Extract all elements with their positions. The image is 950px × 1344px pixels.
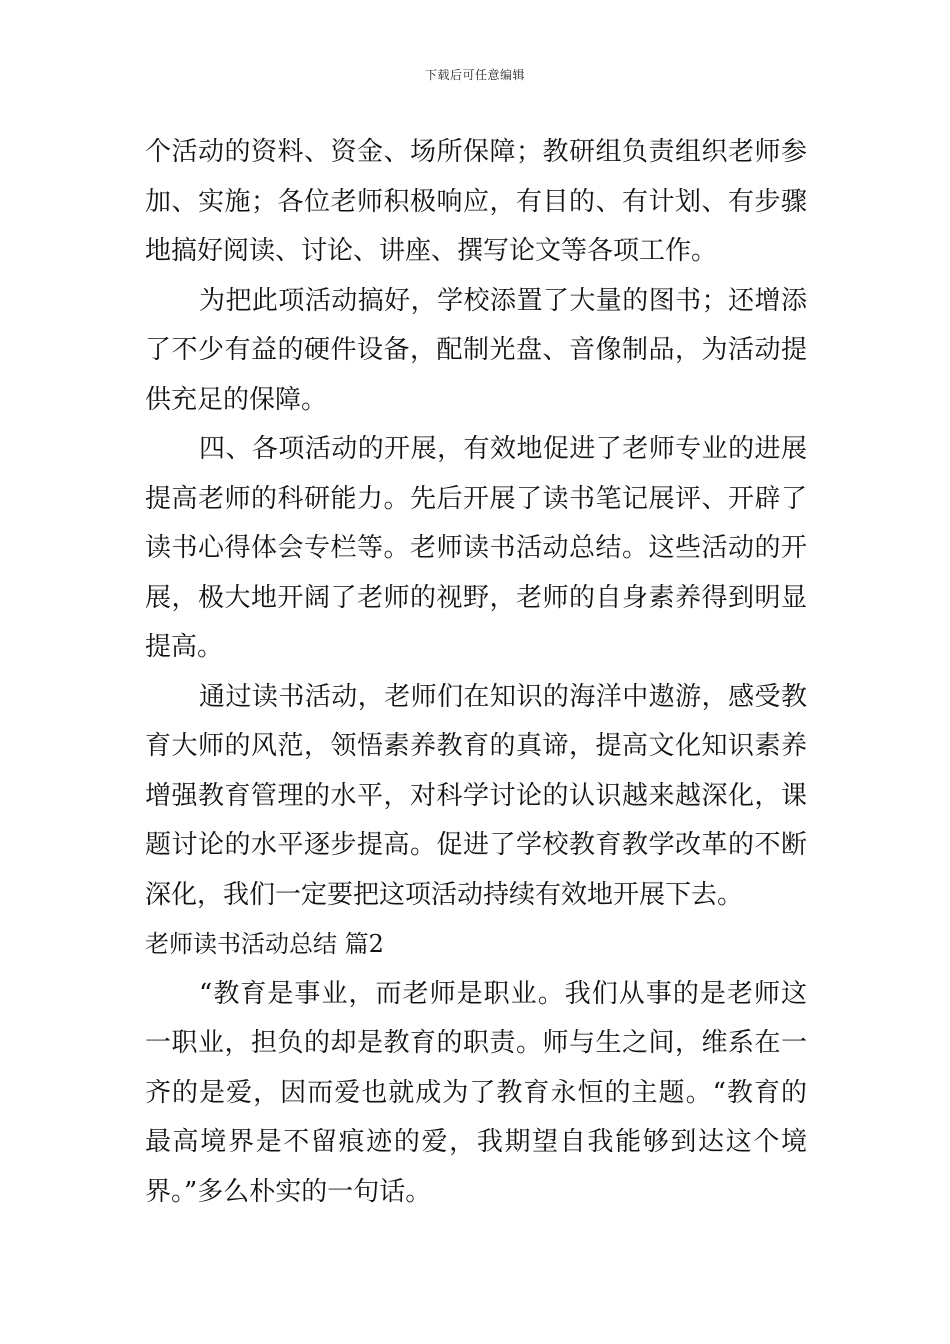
text-line: 了不少有益的硬件设备，配制光盘、音像制品，为活动提	[145, 335, 807, 365]
paragraph	[145, 970, 807, 1218]
paragraph	[145, 128, 807, 277]
text-line: 展，极大地开阔了老师的视野，老师的自身素养得到明显	[145, 582, 807, 613]
paragraph	[145, 673, 807, 921]
text-line: 四、各项活动的开展，有效地促进了老师专业的进展	[199, 434, 807, 464]
text-line: 界。”多么朴实的一句话。	[145, 1176, 432, 1207]
text-line: 地搞好阅读、讨论、讲座、撰写论文等各项工作。	[145, 236, 718, 266]
text-line: 最高境界是不留痕迹的爱，我期望自我能够到达这个境	[145, 1127, 807, 1157]
text-line: 一职业，担负的却是教育的职责。师与生之间，维系在一	[145, 1028, 807, 1058]
text-line: 读书心得体会专栏等。老师读书活动总结。这些活动的开	[145, 533, 807, 563]
text-line: 为把此项活动搞好，学校添置了大量的图书；还增添	[199, 285, 807, 316]
text-line: 提高。	[145, 632, 224, 662]
text-line: 加、实施；各位老师积极响应，有目的、有计划、有步骤	[145, 186, 807, 217]
page-header-note: 下载后可任意编辑	[424, 68, 525, 82]
text-line: 育大师的风范，领悟素养教育的真谛，提高文化知识素养	[145, 731, 807, 761]
paragraph	[145, 277, 807, 426]
text-line: “教育是事业，而老师是职业。我们从事的是老师这	[199, 978, 807, 1009]
section-heading	[145, 920, 807, 970]
text-line: 齐的是爱，因而爱也就成为了教育永恒的主题。“教育的	[145, 1077, 807, 1108]
document-body	[145, 128, 807, 1217]
heading-text: 老师读书活动总结 篇2	[145, 930, 384, 958]
text-line: 题讨论的水平逐步提高。促进了学校教育教学改革的不断	[145, 830, 807, 860]
text-line: 个活动的资料、资金、场所保障；教研组负责组织老师参	[145, 137, 807, 167]
text-line: 增强教育管理的水平，对科学讨论的认识越来越深化，课	[145, 780, 807, 811]
text-line: 通过读书活动，老师们在知识的海洋中遨游，感受教	[199, 681, 807, 712]
text-line: 深化，我们一定要把这项活动持续有效地开展下去。	[145, 879, 744, 910]
text-line: 提高老师的科研能力。先后开展了读书笔记展评、开辟了	[145, 483, 807, 514]
paragraph	[145, 425, 807, 673]
text-line: 供充足的保障。	[145, 384, 328, 415]
